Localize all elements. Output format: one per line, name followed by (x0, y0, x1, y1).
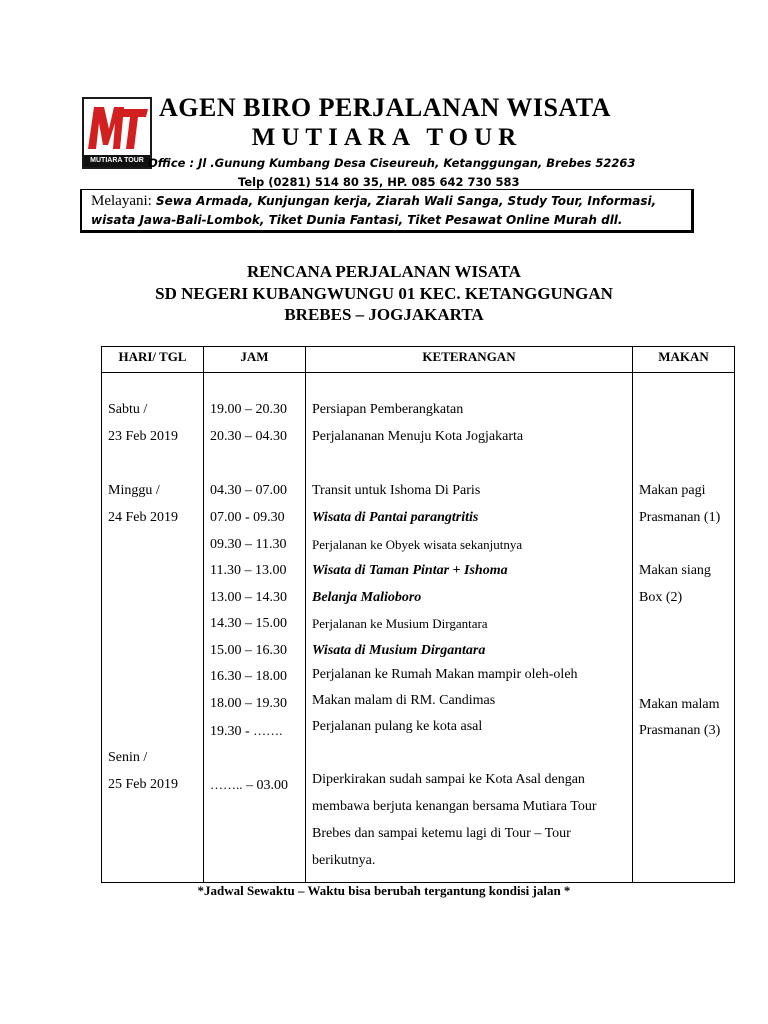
makan-cell: Makan pagi (639, 483, 706, 498)
brand-name: MUTIARA TOUR (251, 124, 523, 151)
day-date: 25 Feb 2019 (108, 777, 178, 792)
jam-cell: 09.30 – 11.30 (210, 537, 287, 552)
agency-name: AGEN BIRO PERJALANAN WISATA (159, 93, 611, 122)
document-title: RENCANA PERJALANAN WISATA (247, 262, 521, 281)
jam-cell: 20.30 – 04.30 (210, 429, 287, 444)
header-jam: JAM (240, 349, 269, 364)
keterangan-cell: Wisata di Pantai parangtritis (312, 510, 479, 525)
keterangan-cell: Perjalanan ke Obyek wisata sekanjutnya (312, 537, 523, 552)
makan-cell: Box (2) (639, 590, 683, 605)
keterangan-cell: Perjalanan pulang ke kota asal (312, 719, 483, 734)
jam-dots: …….. (210, 777, 243, 792)
keterangan-cell: Perjalanan ke Musium Dirgantara (312, 616, 488, 631)
keterangan-cell: Perjalanan ke Rumah Makan mampir oleh-oleh (312, 667, 578, 682)
jam-cell: 04.30 – 07.00 (210, 483, 287, 498)
jam-cell: 13.00 – 14.30 (210, 590, 287, 605)
makan-cell: Prasmanan (1) (639, 510, 721, 525)
logo-caption: MUTIARA TOUR (84, 155, 150, 167)
jam-cell: 16.30 – 18.00 (210, 669, 287, 684)
header-divider (102, 372, 734, 373)
day-name: Senin / (108, 750, 148, 765)
makan-cell: Makan malam (639, 697, 720, 712)
header-hari: HARI/ TGL (118, 349, 187, 364)
column-divider (305, 347, 306, 882)
jam-cell (210, 777, 288, 794)
keterangan-cell: Makan malam di RM. Candimas (312, 693, 496, 708)
keterangan-cell: Diperkirakan sudah sampai ke Kota Asal dengan (312, 772, 585, 787)
keterangan-cell: Transit untuk Ishoma Di Paris (312, 483, 481, 498)
jam-cell: 14.30 – 15.00 (210, 616, 287, 631)
keterangan-cell: Wisata di Taman Pintar + Ishoma (312, 563, 508, 578)
logo-mark-icon (84, 99, 150, 155)
office-address: Office : Jl .Gunung Kumbang Desa Ciseureuh, Ketanggungan, Brebes 52263 (148, 156, 636, 170)
services-label: Melayani: (91, 193, 152, 209)
makan-cell: Makan siang (639, 563, 711, 578)
header-makan: MAKAN (658, 349, 709, 364)
agency-logo (82, 97, 152, 169)
services-text-1: Sewa Armada, Kunjungan kerja, Ziarah Wali Sanga, Study Tour, Informasi, (156, 194, 657, 208)
services-box (80, 189, 694, 233)
day-date: 23 Feb 2019 (108, 429, 178, 444)
jam-end: – 03.00 (242, 778, 288, 793)
services-line-2: wisata Jawa-Bali-Lombok, Tiket Dunia Fantasi, Tiket Pesawat Online Murah dll. (91, 213, 623, 227)
header-keterangan: KETERANGAN (422, 349, 516, 364)
keterangan-cell: berikutnya. (312, 853, 376, 868)
jam-cell: 19.00 – 20.30 (210, 402, 287, 417)
jam-cell: 11.30 – 13.00 (210, 563, 287, 578)
keterangan-cell: Brebes dan sampai ketemu lagi di Tour – Tour (312, 826, 571, 841)
jam-start: 19.30 - (210, 724, 254, 739)
jam-cell: 15.00 – 16.30 (210, 643, 287, 658)
telephone: Telp (0281) 514 80 35, HP. 085 642 730 583 (238, 175, 520, 189)
jam-cell: 07.00 - 09.30 (210, 510, 285, 525)
keterangan-cell: Persiapan Pemberangkatan (312, 402, 464, 417)
document-route: BREBES – JOGJAKARTA (284, 305, 484, 324)
jam-cell (210, 723, 282, 740)
keterangan-cell: Perjalananan Menuju Kota Jogjakarta (312, 429, 524, 444)
jam-cell: 18.00 – 19.30 (210, 696, 287, 711)
day-date: 24 Feb 2019 (108, 510, 178, 525)
document-subtitle: SD NEGERI KUBANGWUNGU 01 KEC. KETANGGUNGAN (155, 284, 613, 303)
keterangan-cell: membawa berjuta kenangan bersama Mutiara Tour (312, 799, 597, 814)
keterangan-cell: Belanja Malioboro (312, 590, 422, 605)
keterangan-cell: Wisata di Musium Dirgantara (312, 643, 486, 658)
day-name: Sabtu / (108, 402, 148, 417)
column-divider (203, 347, 204, 882)
column-divider (632, 347, 633, 882)
day-name: Minggu / (108, 483, 160, 498)
schedule-note: *Jadwal Sewaktu – Waktu bisa berubah tergantung kondisi jalan * (197, 883, 571, 898)
jam-dots: ……. (253, 723, 283, 738)
makan-cell: Prasmanan (3) (639, 723, 721, 738)
services-line-1 (91, 193, 656, 210)
itinerary-table (101, 346, 735, 883)
